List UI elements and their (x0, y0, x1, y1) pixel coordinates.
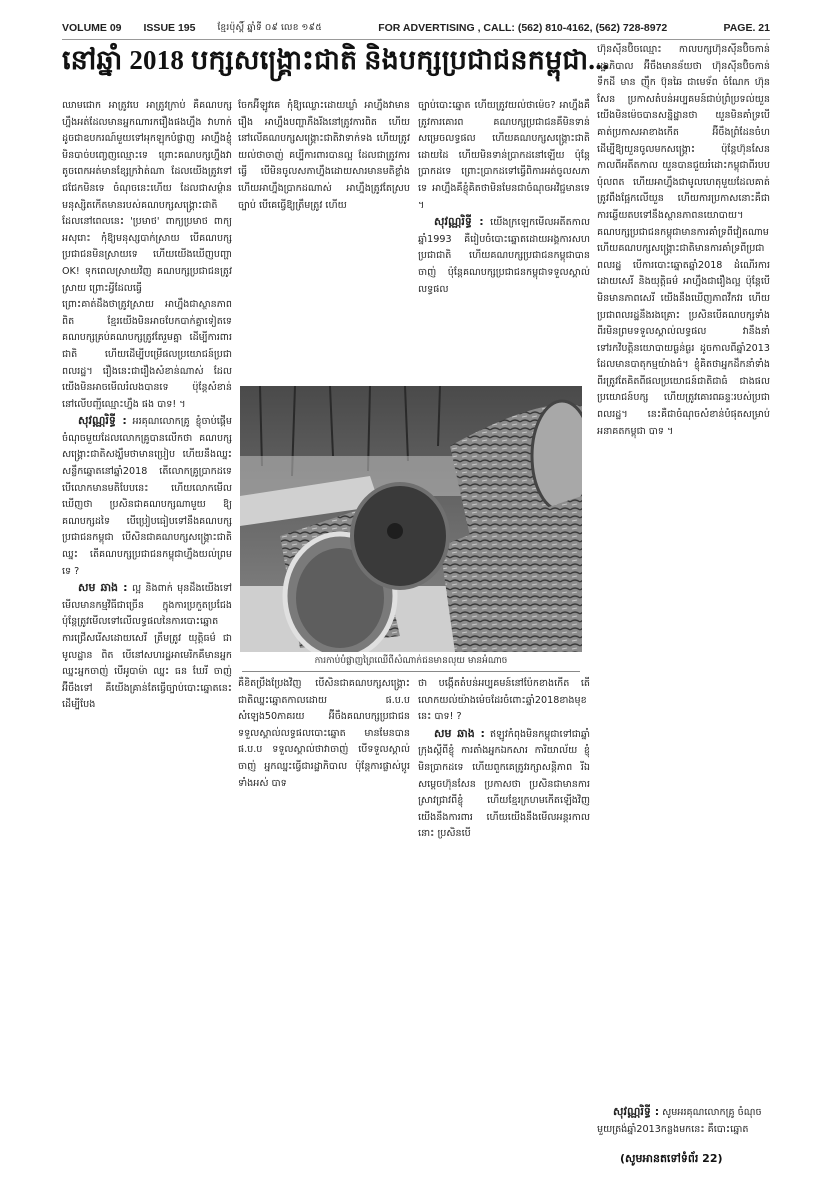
speaker-label-guest: សម ឆាង : (78, 581, 128, 595)
speaker-label-interviewer: សុវណ្ណរិទ្ធី : (613, 1105, 660, 1118)
speaker-label-interviewer: សុវណ្ណរិទ្ធី : (434, 215, 484, 229)
masthead (62, 20, 770, 40)
question-paragraph (418, 214, 590, 298)
issue-label: ISSUE 195 (143, 21, 196, 34)
question-paragraph (62, 413, 232, 580)
article-column-2-bottom (238, 676, 410, 1158)
speaker-label-interviewer: សុវណ្ណរិទ្ធី : (78, 414, 127, 428)
question-text: អរគុណលោកគ្រូ ខ្ញុំចាប់ផ្ដើមចំណុចមួយដែលលោកគ្រូបានលើកថា គណបក្សសង្គ្រោះជាតិសង្ឃឹមថាមានប្រៀប ហើយនឹងឈ្នះសន្លឹកឆ្នោតនៅឆ្នាំ2018 តើលោកគ្រូប្រាកដទេ បើលោកមានមតិបែបនេះ ហើយលោកមើលឃើញថា ប្រសិនជាគណបក្សណាមួយ ឱ្យគណបក្សដទៃ បើប្រៀបធៀបទៅនឹងគណបក្សប្រជាជនកម្ពុជា បើសិនជាគណបក្សសង្គ្រោះជាតិឈ្នះ តើគណបក្សប្រជាជនកម្ពុជាហ្នឹងយល់ព្រមទេ ? (62, 416, 232, 577)
felled-logs-image (240, 386, 582, 652)
article-column-3-bottom (418, 676, 590, 1158)
advertising-contact: FOR ADVERTISING , CALL: (562) 810-4162, (562) 728-8972 (378, 22, 668, 34)
continued-on-page-link: (សូមអានតទៅទំព័រ 22) (620, 1152, 723, 1165)
photo-caption: ការកាប់បំផ្លាញព្រៃឈើពីសំណាក់ជនមានលុយ មានអំណាច (242, 655, 580, 672)
paragraph: ព្រោះគាត់ដឹងថាត្រូវស្រាយ អាហ្នឹងជាស្ថានភាពពិត ខ្មែរយើងមិនអាចបែកបាក់គ្នាទៀតទេ គណបក្សគ្រប់គណបក្សត្រូវតែរួមគ្នា ដើម្បីការពារជាតិ ហើយដើម្បីបម្រើផលប្រយោជន៍ប្រជាពលរដ្ឋ។ រឿងនេះជារឿងសំខាន់ណាស់ ដែលយើងមិនអាចមើលរំលងបានទេ ប៉ុន្តែសំខាន់នៅលើបញ្ជីឈ្មោះហ្នឹង ផង បាទ! ។ (62, 299, 232, 410)
answer-paragraph (62, 580, 232, 714)
question-text: យើងក្រឡេកមើលអតីតកាលឆ្នាំ1993 គឺរៀបចំបោះឆ្នោតដោយអង្គការសហប្រជាជាតិ ហើយគណបក្សប្រជាជនកម្ពុជាបានចាញ់ ប៉ុន្តែគណបក្សប្រជាជនកម្ពុជាទទួលស្គាល់លទ្ធផល (418, 217, 590, 295)
article-photo (240, 386, 582, 652)
paragraph: ឈាមជោក អាត្រូវបេ អាត្រូវក្រាប់ គឺគណបក្សហ្នឹងអត់ដែលមានអ្នកណារករឿងផងហ្នឹង វាហាក់ដូចជាឧបករណ៍មួយទៅអុកឡុកបំផ្លាញ អាហ្នឹងខ្ញុំមិនបាច់បញ្ចេញឈ្មោះទេ ព្រោះគណបក្សហ្នឹងវាតូចពេកអត់មានខ្សែក្រវ៉ាត់ណា ដែលយើងត្រូវទៅជជែកមិនទេ ចំណុចនេះហើយ ដែលជាសម្ថ៌ានមនុស្សិតកើតមានរបស់គណបក្សសង្គ្រោះជាតិ ដែលនៅពេលនេះ 'ប្រមាថ' ពាក្យប្រមាថ ពាក្យអសុរោះ កុំឱ្យមនុស្សបាក់ស្រាយ បើគណបក្សប្រជាជនមិនស្រាយទេ ហើយយើងឃើញបញ្ហា OK! ទុកពេលស្រាយវិញ គណបក្សប្រជាជនត្រូវស្រាយ ព្រោះអ្វីដែលធ្វើ (62, 100, 232, 294)
khmer-issue-date: ខ្មែរប៉ុស្តិ៍ ឆ្នាំទី ០៩ លេខ ១៩៥ (217, 21, 322, 32)
paragraph: ហ៊ុនស៊ីនប៊ិចឈ្មោះ កាលបក្សហ៊ុនស៊ីនប៊ិចកាន់រដ្ឋាភិបាល អ៊ីចឹងមានន័យថា ហ៊ុនស៊ីនប៊ិចកាន់ទឹកដី មាន ញ៉ឹក ប៊ុនឆៃ ជាមេទ័ព ចំណែក ហ៊ុន សែន ប្រកាសតំបន់អប្បគមន៍ជាប់ព្រំប្រទល់យួន យើងមិនម៉េចបានសន្និដ្ឋានថា យួនមិនគាំទ្របើគាត់ប្រកាសអាខាងកើត អ៊ីចឹងព្រំដែនចំហដើម្បីឱ្យយួនចូលមកសង្គ្រោះ ប៉ុន្តែហ៊ុនសែនកាលពីអតីតកាល យួនបានជួយរំដោះកម្ពុជាពីរបបប៉ុលពត ហើយអាហ្នឹងជាមូលហេតុមួយដែលគាត់ត្រូវពឹងផ្អែកលើយួន ហើយការប្រកាសនោះគឺជាការឆ្លើយតបទៅនឹងស្ថានភាពនយោបាយ។ គណបក្សប្រជាជនកម្ពុជាមានការគាំទ្រពីវៀតណាម ហើយគណបក្សសង្គ្រោះជាតិមានការគាំទ្រពីប្រជាពលរដ្ឋ បើការបោះឆ្នោតឆ្នាំ2018 ដំណើរការដោយសេរី និងយុត្តិធម៌ អាហ្នឹងជារឿងល្អ ប៉ុន្តែបើមិនមានភាពសេរី យើងនឹងឃើញភាពវឹកវរ ហើយប្រជាពលរដ្ឋនឹងរងគ្រោះ ប្រសិនបើគណបក្សទាំងពីរមិនព្រមទទួលស្គាល់លទ្ធផល វានឹងនាំទៅរកវិបត្តិនយោបាយធ្ងន់ធ្ងរ ដូចកាលពីឆ្នាំ2013 ដែលមានបាតុកម្មយ៉ាងធំ។ ខ្ញុំគិតថាអ្នកដឹកនាំទាំងពីរត្រូវតែគិតពីផលប្រយោជន៍ជាតិជាធំ ជាងផលប្រយោជន៍បក្ស ហើយត្រូវគោរពឆន្ទៈរបស់ប្រជាពលរដ្ឋ។ នេះគឺជាចំណុចសំខាន់បំផុតសម្រាប់អនាគតកម្ពុជា បាទ ។ (597, 44, 770, 437)
page-title: នៅឆ្នាំ 2018 បក្សសង្គ្រោះជាតិ និងបក្សប្រជាជនកម្ពុជា... (62, 45, 610, 75)
masthead-left (62, 22, 322, 35)
paragraph: ថា បង្កើតតំបន់អប្បគមន៍នៅប៉ែកខាងកើត តើលោកយល់យ៉ាងម៉េចដែរចំពោះឆ្នាំ2018ខាងមុខនេះ បាទ! ? (418, 678, 590, 723)
answer-text: ឥឡូវកំពុងមិនកម្ពុជាទៅជាឆ្នាំ ក្រុងស្ដីពីខ្ញុំ ការតាំងអ្នកឯកសារ ការិយាល័យ ខ្ញុំមិនប្រាកដទេ ហើយពួកគេត្រូវរក្សាសន្តិភាព រីឯសម្ដេចហ៊ុនសែន ប្រកាសថា ប្រសិនជាមានការស្រាវជ្រាវពីខ្ញុំ ហើយខ្មែរក្រហមកើតឡើងវិញ យើងនឹងការពារ ហើយយើងនឹងមើលអន្តរកាលនោះ ប្រសិនបើ (418, 728, 590, 840)
answer-paragraph (418, 726, 590, 843)
paragraph: ចែកអ៊ីឡូវគេ កុំឱ្យឈ្លោះដោយឃ្លាំ អាហ្នឹងវាមានរឿង អាហ្នឹងបញ្ហាភឺងរីងនៅត្រូវការពិត ហើយនៅលើគណបក្សសង្គ្រោះជាតិវាទាក់ទង ហើយត្រូវយល់ថាចាញ់ គប្បីការពារបានល្អ ដែលជាត្រូវការធ្វើ បើមិនចូលសភាហ្នឹងដោយសារមានមតិខ្លាំង ហើយអាហ្នឹងប្រាកដណាស់ អាហ្នឹងត្រូវតែស្របច្បាប់ បើគេធ្វើឱ្យត្រឹមត្រូវ ហើយ (238, 100, 410, 211)
paragraph: ច្បាប់បោះឆ្នោត ហើយត្រូវយល់ថាម៉េច? អាហ្នឹងគឺត្រូវការគោរព គណបក្សប្រជាជនគឺមិនទាន់សម្រេចលទ្ធផល ហើយគណបក្សសង្គ្រោះជាតិដោយដៃ ហើយមិនទាន់ប្រាកដនៅឡើយ ប៉ុន្តែប្រាកដទេ ព្រោះប្រាកដទៅធ្វើពិការអត់ចូលសភាទេ អាហ្នឹងគឺខ្ញុំគិតថាមិនមែនជាចំណុចអវិជ្ជមានទេ ។ (418, 100, 590, 211)
page-number: PAGE. 21 (723, 22, 770, 34)
closing-question (597, 1104, 770, 1138)
article-column-3-top (418, 98, 590, 380)
paragraph: គឺខិតប្រឹងប្រែងវិញ បើសិនជាគណបក្សសង្គ្រោះជាតិឈ្នះឆ្នោតកាលដោយ ផ.ប.ប សំឡេង50ភាគរយ អ៊ីចឹងគណបក្សប្រជាជនទទួលស្គាល់លទ្ធផលបោះឆ្នោត មានមែនបាន ផ.ប.ប ទទួលស្គាល់ថាវាចាញ់ បើទទួលស្គាល់ចាញ់ អ្នកឈ្នះធ្វើជារដ្ឋាភិបាល ប៉ុន្តែការផ្លាស់ប្ដូរទាំងអស់ បាទ (238, 678, 410, 789)
article-column-2-top (238, 98, 410, 380)
question-text: សូមអរគុណលោកគ្រូ ចំណុចមួយត្រង់ឆ្នាំ2013កន្លងមកនេះ គឺបោះឆ្នោត (597, 1107, 762, 1135)
article-column-4 (597, 42, 770, 1102)
speaker-label-guest: សម ឆាង : (434, 726, 485, 740)
volume-label: VOLUME 09 (62, 21, 122, 34)
answer-text: ល្អ និងពាក់ មុនដឹងយើងទៅមើលមានកម្មវិធីជាច្រើន ក្នុងការប្រកួតប្រជែង ប៉ុន្តែត្រូវមើលទៅលើលទ្ធផលនៃការបោះឆ្នោត ការជ្រើសរើសដោយសេរី ត្រឹមត្រូវ យុត្តិធម៌ ជាមូលដ្ឋាន ពិត បើនៅសហរដ្ឋអាមេរិកគឺមានអ្នកឈ្នះអ្នកចាញ់ បើអូបាម៉ា ឈ្នះ ធន ឃែរី ចាញ់អ៊ីចឹងទៅ គឺយើងគ្រាន់តែធ្វើច្បាប់បោះឆ្នោតនេះដើម្បីបែង (62, 583, 232, 711)
article-column-1 (62, 98, 232, 1158)
